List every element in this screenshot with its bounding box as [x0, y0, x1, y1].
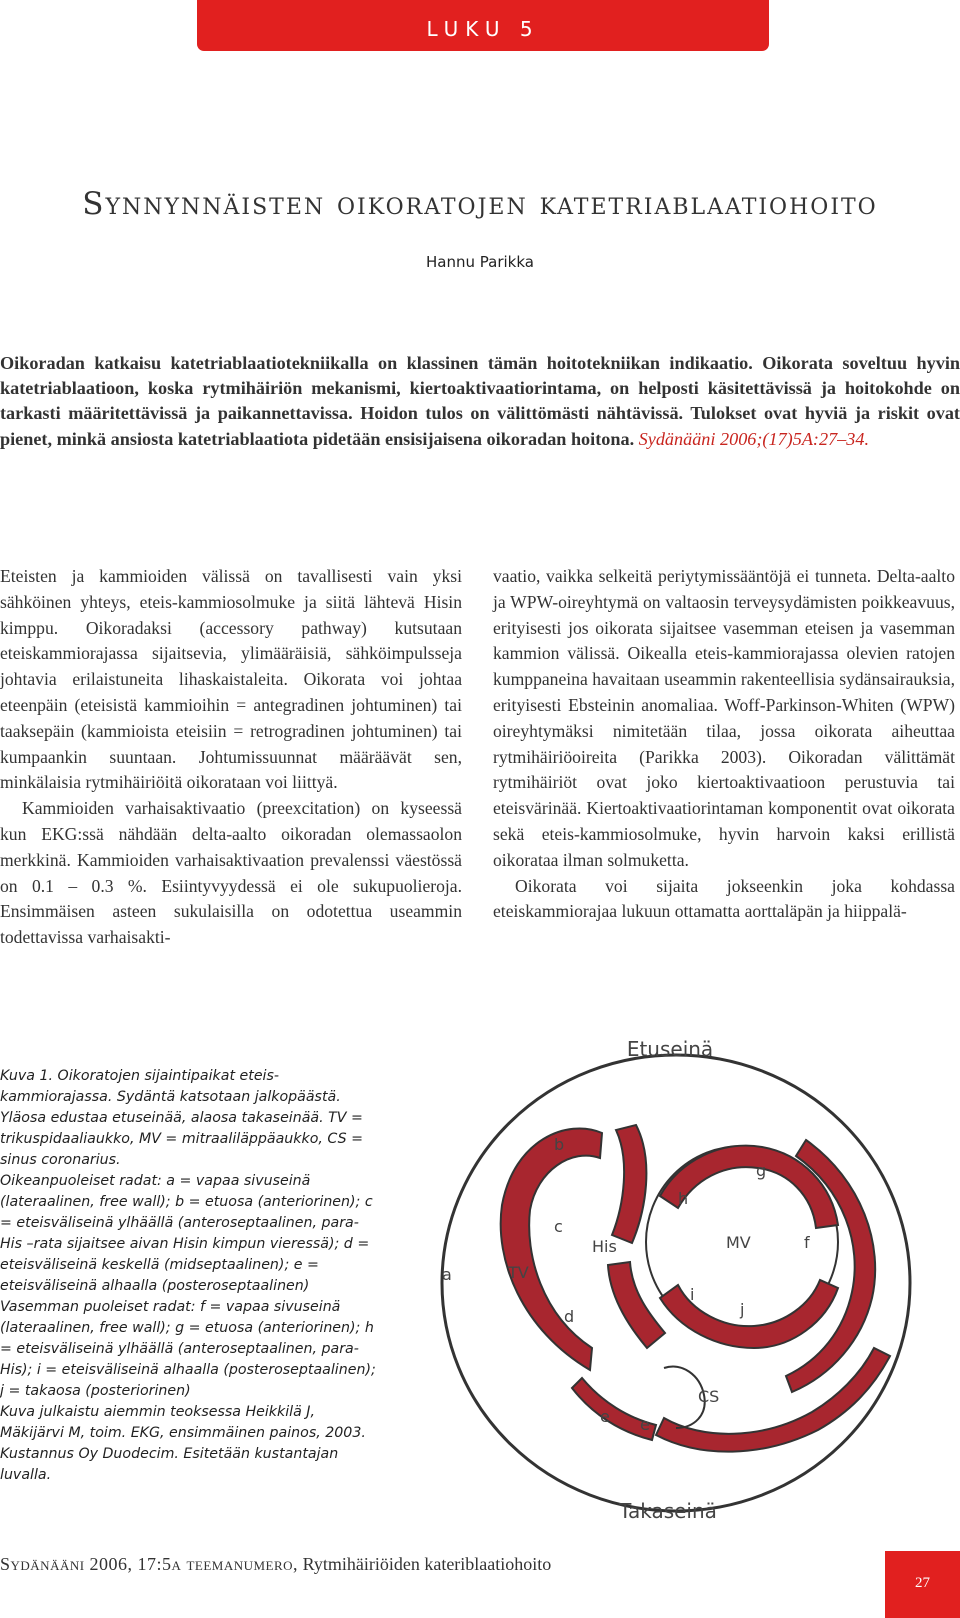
- label-g: g: [756, 1161, 767, 1180]
- body-paragraph: vaatio, vaikka selkeitä periytymissääntöjä ei tunneta. Delta-aalto ja WPW-oireyhtymä on valtaosin terveysydämisten poikkeavuus, erityisesti jos oikorata sijaitsee vasemman eteisen ja vasemman kammion välissä. Oikealla eteis-kammiorajassa olevien ratojen kumppaneina havaitaan useammin rakenteellisia sydänsairauksia, erityisesti Ebsteinin anomaliaa. Woff-Parkinson-Whiten (WPW) oireyhtymäksi nimitetään tilaa, jossa oikorata aiheuttaa rytmihäiriöoireita (Parikka 2003). Oikoradan välittämät rytmihäiriöt ovat joko kiertoaktivaatioon perustuvia tai eteisvärinää. Kiertoaktivaatiorintaman komponentit ovat oikorata sekä eteis-kammiosolmuke, hyvin harvoin kaksi erillistä oikorataa ilman solmuketta.: [493, 566, 955, 870]
- article-title: Synnynnäisten oikoratojen katetriablaatiohoito: [82, 186, 878, 222]
- caption-line: Kuva 1. Oikoratojen sijaintipaikat eteis-kammiorajassa. Sydäntä katsotaan jalkopäästä. Yläosa edustaa etuseinää, alaosa takaseinää. TV = trikuspidaaliaukko, MV = mitraaliläppäaukko, CS = sinus coronarius.: [0, 1068, 363, 1168]
- label-d: d: [564, 1307, 575, 1326]
- label-cs: CS: [698, 1387, 720, 1406]
- label-a: a: [442, 1265, 452, 1284]
- body-paragraph: Oikorata voi sijaita jokseenkin joka kohdassa eteiskammiorajaa lukuun ottamatta aorttaläpän ja hiippalä-: [493, 875, 955, 922]
- label-b: b: [554, 1135, 565, 1154]
- label-e1: e: [600, 1407, 610, 1426]
- label-his: His: [592, 1237, 617, 1256]
- caption-line: Oikeanpuoleiset radat: a = vapaa sivuseinä (lateraalinen, free wall); b = etuosa (anteriorinen); c = eteisväliseinä ylhäällä (anteroseptaalinen, para-His –rata sijaitsee aivan Hisin kimpun vieressä); d = eteisväliseinä keskellä (midseptaalinen); e = eteisväliseinä alhaalla (posteroseptaalinen): [0, 1173, 373, 1294]
- footer-journal: [0, 1554, 551, 1575]
- tv-wall: [501, 1128, 602, 1370]
- chapter-tab: LUKU 5: [197, 0, 769, 51]
- label-mv: MV: [726, 1233, 751, 1252]
- article-author: Hannu Parikka: [426, 253, 534, 271]
- body-column-right: [493, 564, 955, 925]
- tv-wall-lower: [608, 1262, 665, 1348]
- caption-line: Kuva julkaistu aiemmin teoksessa Heikkilä J, Mäkijärvi M, toim. EKG, ensimmäinen painos, 2003. Kustannus Oy Duodecim. Esitetään kustantajan luvalla.: [0, 1404, 366, 1483]
- mv-ring-lower: [660, 1280, 838, 1348]
- label-f: f: [804, 1233, 810, 1252]
- abstract-text: Oikoradan katkaisu katetriablaatiotekniikalla on klassinen tämän hoitotekniikan indikaatio. Oikorata soveltuu hyvin katetriablaatioon, koska rytmihäiriön mekanismi, kiertoaktivaatiorintama, on helposti käsitettävissä ja hoitokohde on tarkasti määritettävissä ja paikannettavissa. Hoidon tulos on välittömästi nähtävissä. Tulokset ovat hyviä ja riskit ovat pienet, minkä ansiosta katetriablaatiota pidetään ensisijaisena oikoradan hoitona.: [0, 353, 960, 449]
- page-number: 27: [885, 1551, 960, 1618]
- label-e2: e: [640, 1415, 650, 1434]
- body-column-left: [0, 564, 462, 951]
- label-bottom: Takaseinä: [619, 1499, 717, 1523]
- tv-wall-septal: [612, 1125, 646, 1243]
- footer-topic: Rytmihäiriöiden kateriblaatiohoito: [298, 1554, 552, 1574]
- label-c: c: [554, 1217, 563, 1236]
- body-paragraph: Eteisten ja kammioiden välissä on tavallisesti vain yksi sähköinen yhteys, eteis-kammiosolmuke ja siitä lähtevä Hisin kimppu. Oikoradaksi (accessory pathway) kutsutaan eteiskammiorajassa sijaitsevia, ylimääräisiä, sähköimpulsseja johtavia erilaistuneita lihaskaistaleita. Oikorata voi johtaa eteenpäin (eteisistä kammioihin = antegradinen johtuminen) tai taaksepäin (kammioista eteisiin = retrogradinen johtuminen) tai kumpaankin suuntaan. Johtumissuunnat määräävät sen, minkälaisia rytmihäiriöitä oikorataan voi liittyä.: [0, 566, 462, 793]
- label-tv: TV: [508, 1263, 529, 1282]
- label-j: j: [740, 1300, 745, 1319]
- abstract-citation: Sydänääni 2006;(17)5A:27–34.: [638, 428, 870, 449]
- label-h: h: [678, 1189, 689, 1208]
- footer-journal-name: Sydänääni 2006, 17:5a teemanumero,: [0, 1554, 299, 1574]
- label-i: i: [690, 1285, 695, 1304]
- body-paragraph: Kammioiden varhaisaktivaatio (preexcitation) on kyseessä kun EKG:ssä nähdään delta-aalto oikoradan olemassaolon merkkinä. Kammioiden varhaisaktivaation prevalenssi väestössä on 0.1 – 0.3 %. Esiintyvyydessä ei ole sukupuolieroja. Ensimmäisen asteen sukulaisilla on odotettua useammin todettavissa varhaisakti-: [0, 798, 462, 948]
- label-top: Etuseinä: [626, 1037, 714, 1061]
- caption-line: Vasemman puoleiset radat: f = vapaa sivuseinä (lateraalinen, free wall); g = etuosa (anteriorinen); h = eteisväliseinä ylhäällä (anteroseptaalinen, para-His); i = eteisväliseinä alhaalla (posteroseptaalinen); j = takaosa (posteriorinen): [0, 1299, 376, 1399]
- cs-wall: [656, 1348, 890, 1452]
- abstract: [0, 351, 960, 452]
- heart-valve-diagram: [432, 1030, 960, 1530]
- figure-caption: [0, 1066, 380, 1486]
